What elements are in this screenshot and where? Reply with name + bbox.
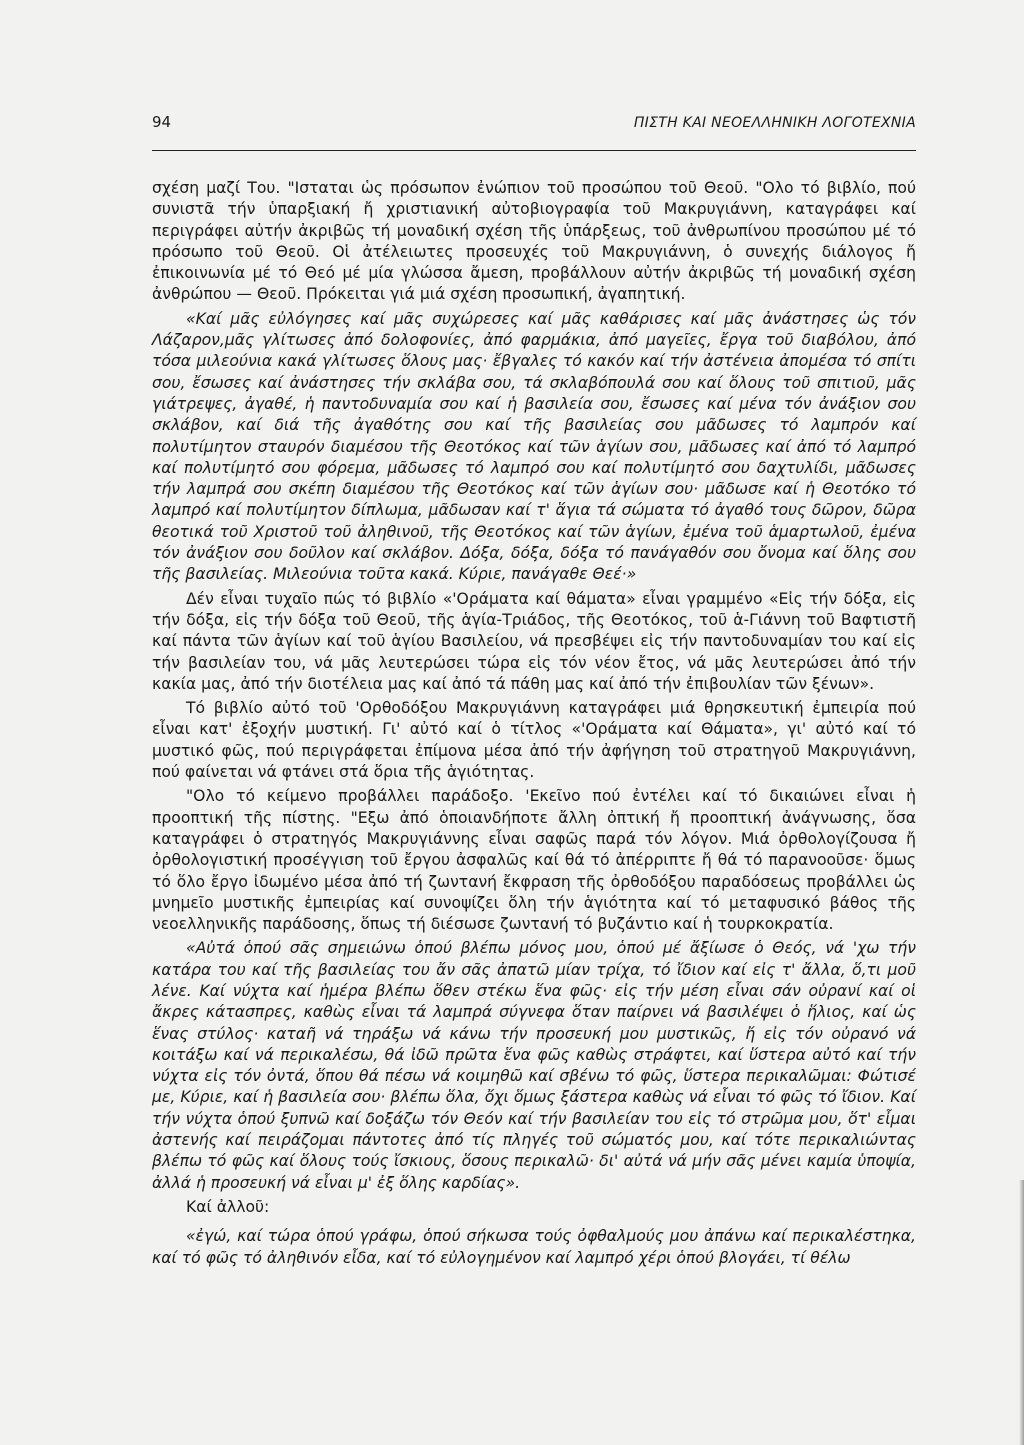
page-header [152, 113, 916, 131]
paragraph: Τό βιβλίο αὐτό τοῦ 'Ορθοδόξου Μακρυγιάννη καταγράφει μιά θρησκευτική ἐμπειρία πού εἶναι κατ' ἐξοχήν μυστική. Γι' αὐτό καί ὁ τίτλος «'Οράματα καί Θάματα», γι' αὐτό καί τό μυστικό φῶς, πού περιγράφεται ἐπίμονα μέσα ἀπό τήν ἀφήγηση τοῦ στρατηγοῦ Μακρυγιάννη, πού φαίνεται νά φτάνει στά ὅρια τῆς ἁγιότητας. [152, 699, 916, 782]
running-title: ΠΙΣΤΗ ΚΑΙ ΝΕΟΕΛΛΗΝΙΚΗ ΛΟΓΟΤΕΧΝΙΑ [633, 115, 916, 131]
scan-edge-shadow [1019, 1180, 1024, 1445]
paragraph: σχέση μαζί Του. "Ισταται ὡς πρόσωπον ἐνώπιον τοῦ προσώπου τοῦ Θεοῦ. "Ολο τό βιβλίο, πού συνιστᾶ τήν ὑπαρξιακή ἤ χριστιανική αὐτοβιογραφία τοῦ Μακρυγιάννη, καταγράφει καί περιγράφει αὐτήν ἀκριβῶς τή μοναδική σχέση τῆς ὑπάρξεως, τοῦ ἀνθρωπίνου προσώπου μέ τό πρόσωπο τοῦ Θεοῦ. Οἱ ἀτέλειωτες προσευχές τοῦ Μακρυγιάννη, ὁ συνεχής διάλογος ἤ ἐπικοινωνία μέ τό Θεό μέ μία γλώσσα ἄμεση, προβάλλουν αὐτήν ἀκριβῶς τή μοναδική σχέση ἀνθρώπου — Θεοῦ. Πρόκειται γιά μιά σχέση προσωπική, ἀγαπητική. [152, 179, 916, 304]
quote-paragraph: «Καί μᾶς εὐλόγησες καί μᾶς συχώρεσες καί μᾶς καθάρισες καί μᾶς ἀνάστησες ὡς τόν Λάζαρον,μᾶς γλίτωσες ἀπό δολοφονίες, ἀπό φαρμάκια, ἀπό μαγεῖες, ἔργα τοῦ διαβόλου, ἀπό τόσα μιλεούνια κακά γλίτωσες ὅλους μας· ἔβγαλες τό κακόν καί τήν ἀστένεια ἀπομέσα τό σπίτι σου, ἔσωσες καί ἀνάστησες τήν σκλάβα σου, τά σκλαβόπουλά σου καί ὅλους τοῦ σπιτιοῦ, μᾶς γιάτρεψες, ἀγαθέ, ἡ παντοδυναμία σου καί ἡ βασιλεία σου, ἔσωσες καί μένα τόν ἀνάξιον σου σκλάβον, καί διά τῆς ἀγαθότης σου καί τῆς βασιλείας σου μᾶδωσες τό λαμπρόν καί πολυτίμητον σταυρόν διαμέσου τῆς Θεοτόκος καί τῶν ἁγίων σου, μᾶδωσες καί ἀπό τό λαμπρό καί πολυτίμητό σου φόρεμα, μᾶδωσες τό λαμπρό σου καί πολυτίμητό σου δαχτυλίδι, μᾶδωσες τήν λαμπρά σου σκέπη διαμέσου τῆς Θεοτόκος καί τῶν ἁγίων σου· μᾶδωσε καί ἡ Θεοτόκο τό λαμπρό καί πολυτίμητον δίπλωμα, μᾶδωσαν καί τ' ἅγια τά σώματα τό ἀγαθό τους δῶρον, δῶρα θεοτικά τοῦ Χριστοῦ τοῦ ἀληθινοῦ, τῆς Θεοτόκος καί τῶν ἁγίων, ἐμένα τοῦ ἁμαρτωλοῦ, ἐμένα τόν ἀνάξιον σου δοῦλον καί σκλάβον. Δόξα, δόξα, δόξα τό πανάγαθόν σου ὄνομα καί ὅλης σου τῆς βασιλείας. Μιλεούνια τοῦτα κακά. Κύριε, πανάγαθε Θεέ·» [152, 309, 916, 584]
header-rule [152, 150, 916, 151]
paragraph: Καί ἀλλοῦ: [186, 1197, 270, 1216]
paragraph: Δέν εἶναι τυχαῖο πώς τό βιβλίο «'Οράματα καί θάματα» εἶναι γραμμένο «Εἰς τήν δόξα, εἰς τήν δόξα, εἰς τήν δόξα τοῦ Θεοῦ, τῆς ἁγία-Τριάδος, τῆς Θεοτόκος, τοῦ ἁ-Γιάννη τοῦ Βαφτιστῆ καί πάντα τῶν ἁγίων καί τοῦ ἁγίου Βασιλείου, νά πρεσβέψει εἰς τήν παντοδυναμίαν του καί εἰς τήν βασιλείαν του, νά μᾶς λευτερώσει τώρα εἰς τόν νέον ἔτος, νά μᾶς λευτερώσει ἀπό τήν κακία μας, ἀπό τήν διοτέλεια μας καί ἀπό τά πάθη μας καί ἀπό τήν ἐπιβουλίαν τῶν ξένων». [152, 589, 916, 693]
paragraph: "Ολο τό κείμενο προβάλλει παράδοξο. 'Εκεῖνο πού ἐντέλει καί τό δικαιώνει εἶναι ἡ προοπτική τῆς πίστης. "Εξω ἀπό ὁποιανδήποτε ἄλλη ὀπτική ἤ προοπτική ἀνάγνωσης, ὅσα καταγράφει ὁ στρατηγός Μακρυγιάννης εἶναι σαφῶς παρά τόν λόγον. Μιά ὀρθολογίζουσα ἤ ὀρθολογιστική προσέγγιση τοῦ ἔργου ἀσφαλῶς καί θά τό ἀπέρριπτε ἤ θά τό παρανοοῦσε· ὅμως τό ὅλο ἔργο ἰδωμένο μέσα ἀπό τή ζωντανή ἔκφραση τῆς ὀρθοδόξου παραδόσεως προβάλλει ὡς μνημεῖο μυστικῆς ἐμπειρίας καί συνοψίζει ὅλη τήν ἁγιότητα καί τό μεταφυσικό βάθος τῆς νεοελληνικῆς παράδοσης, ὅπως τή διέσωσε ζωντανή τό βυζάντιο καί ἡ τουρκοκρατία. [152, 787, 916, 934]
quote-paragraph: «ἐγώ, καί τώρα ὁπού γράφω, ὁπού σήκωσα τούς ὀφθαλμούς μου ἀπάνω καί περικαλέστηκα, καί τό φῶς τό ἀληθινόν εἶδα, καί τό εὐλογημένον καί λαμπρό χέρι ὁπού βλογάει, τί θέλω [152, 1227, 916, 1267]
page-number: 94 [152, 113, 172, 131]
body-text [152, 178, 916, 1272]
quote-paragraph: «Αὐτά ὁπού σᾶς σημειώνω ὁπού βλέπω μόνος μου, ὁπού μέ ἄξίωσε ὁ Θεός, νά 'χω τήν κατάρα του καί τῆς βασιλείας του ἄν σᾶς ἀπατῶ μίαν τρίχα, τό ἴδιον καί εἰς τ' ἄλλα, ὅ,τι μοῦ λένε. Καί νύχτα καί ἡμέρα βλέπω ὅθεν στέκω ἕνα φῶς· εἰς τήν μέση εἶναι σάν οὐρανί καί οἱ ἄκρες κάτασπρες, καθὼς εἶναι τά λαμπρά σύγνεφα ὅταν παίρνει νά βασιλέψει ὁ ἥλιος, καί ὡς ἕνας στύλος· καταῆ νά τηράξω νά κάνω τήν προσευκή μου μυστικῶς, ἤ εἰς τόν οὐρανό νά κοιτάξω καί νά περικαλέσω, θά ἰδῶ πρῶτα ἕνα φῶς καθὼς στράφτει, καί ὕστερα αὐτό καί τήν νύχτα εἰς τόν ὀντά, ὅπου θά πέσω νά κοιμηθῶ καί σβένω τό φῶς, ὕστερα περικαλῶμαι: Φώτισέ με, Κύριε, καί ἡ βασιλεία σου· βλέπω ὅλα, ὄχι ὅμως ξάστερα καθὼς νά εἶναι τό φῶς τό ἴδιον. Καί τήν νύχτα ὁπού ξυπνῶ καί δοξάζω τόν Θεόν καί τήν βασιλείαν του εἰς τό στρῶμα μου, ὅτ' εἶμαι ἀστενής καί πειράζομαι πάντοτες ἀπό τίς πληγές τοῦ σώματός μου, καί τότε περικαλιώντας βλέπω τό φῶς καί ὅλους τούς ἴσκιους, ὅσους περικαλῶ· δι' αὐτά νά μήν σᾶς μένει καμία ὑποψία, ἀλλά ἡ προσευκή νά εἶναι μ' ἐξ ὅλης καρδίας». [152, 939, 916, 1192]
